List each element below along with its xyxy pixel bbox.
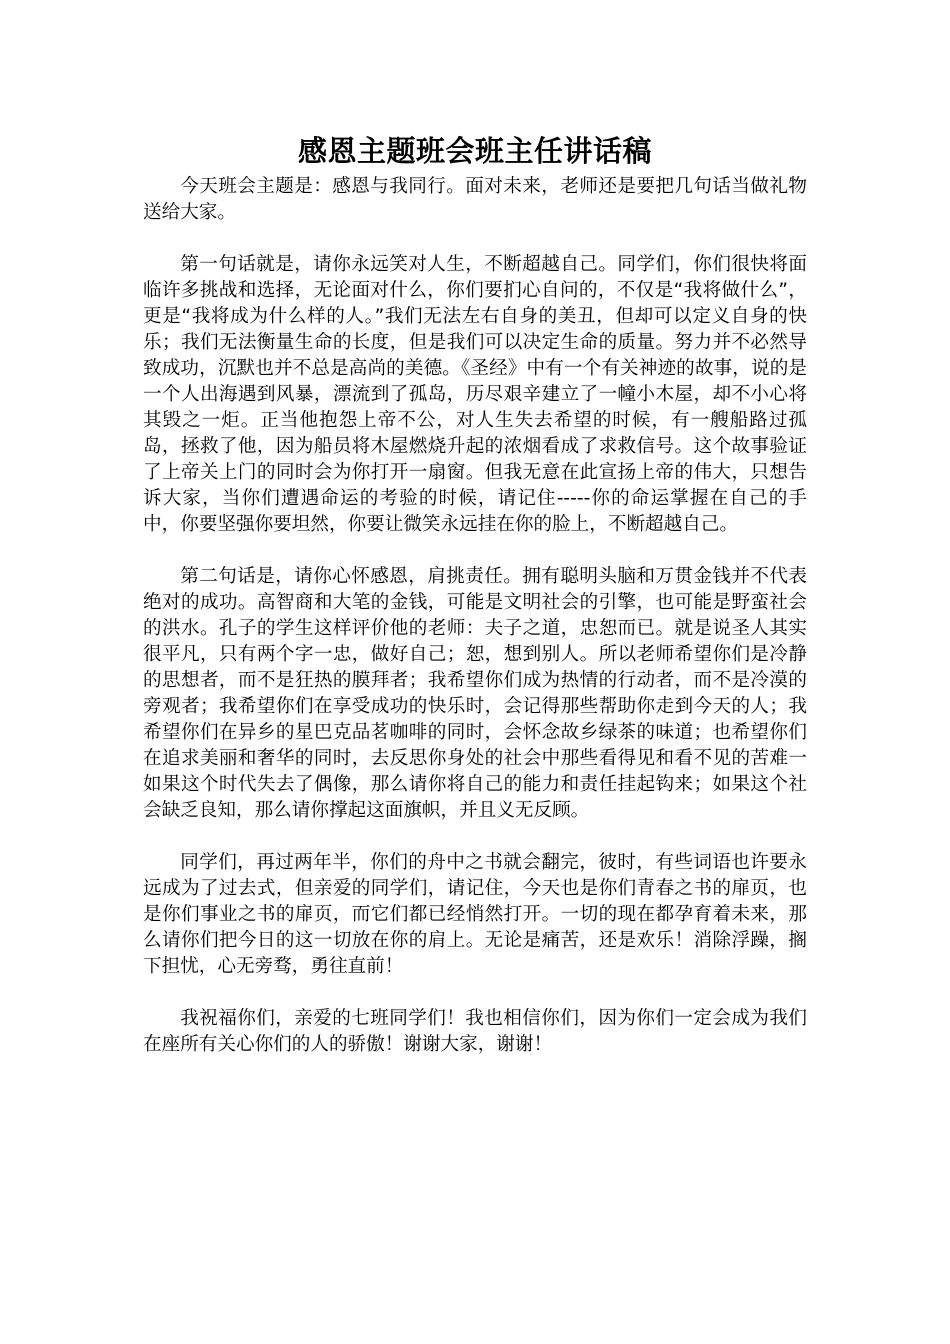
paragraph-second-saying: 第二句话是，请你心怀感恩，肩挑责任。拥有聪明头脑和万贯金钱并不代表绝对的成功。高智商和大笔的金钱，可能是文明社会的引擎，也可能是野蛮社会的洪水。孔子的学生这样评价他的老师：夫子之道，忠恕而已。就是说圣人其实很平凡，只有两个字一忠，做好自己；恕，想到别人。所以老师希望你们是冷静的思想者，而不是狂热的膜拜者；我希望你们成为热情的行动者，而不是冷漠的旁观者；我希望你们在享受成功的快乐时，会记得那些帮助你走到今天的人；我希望你们在异乡的星巴克品茗咖啡的同时，会怀念故乡绿茶的味道；也希望你们在追求美丽和奢华的同时，去反思你身处的社会中那些看得见和看不见的苦难一如果这个时代失去了偶像，那么请你将自己的能力和责任挂起钩来；如果这个社会缺乏良知，那么请你撑起这面旗帜，并且义无反顾。 [143, 566, 807, 821]
document-page [143, 128, 807, 1084]
paragraph-future: 同学们，再过两年半，你们的舟中之书就会翻完，彼时，有些词语也许要永远成为了过去式，但亲爱的同学们，请记住，今天也是你们青春之书的扉页，也是你们事业之书的扉页，而它们都已经悄然打开。一切的现在都孕育着未来，那么请你们把今日的这一切放在你的肩上。无论是痛苦，还是欢乐！消除浮躁，搁下担忧，心无旁骛，勇往直前！ [143, 852, 807, 977]
paragraph-first-saying: 第一句话就是，请你永远笑对人生，不断超越自己。同学们，你们很快将面临许多挑战和选择，无论面对什么，你们要扪心自问的，不仅是“我将做什么”，更是“我将成为什么样的人。”我们无法左右自身的美丑，但却可以定义自身的快乐；我们无法衡量生命的长度，但是我们可以决定生命的质量。努力并不必然导致成功，沉默也并不总是高尚的美德。《圣经》中有一个有关神迹的故事，说的是一个人出海遇到风暴，漂流到了孤岛，历尽艰辛建立了一幢小木屋，却不小心将其毁之一炬。正当他抱怨上帝不公，对人生失去希望的时候，有一艘船路过孤岛，拯救了他，因为船员将木屋燃烧升起的浓烟看成了求救信号。这个故事验证了上帝关上门的同时会为你打开一扇窗。但我无意在此宣扬上帝的伟大，只想告诉大家，当你们遭遇命运的考验的时候，请记住-----你的命运掌握在自己的手中，你要坚强你要坦然，你要让微笑永远挂在你的脸上，不断超越自己。 [143, 254, 807, 535]
paragraph-closing: 我祝福你们，亲爱的七班同学们！我也相信你们，因为你们一定会成为我们在座所有关心你们的人的骄傲！谢谢大家，谢谢！ [143, 1008, 807, 1055]
paragraph-intro: 今天班会主题是：感恩与我同行。面对未来，老师还是要把几句话当做礼物送给大家。 [143, 176, 807, 223]
document-title: 感恩主题班会班主任讲话稿 [297, 134, 652, 168]
